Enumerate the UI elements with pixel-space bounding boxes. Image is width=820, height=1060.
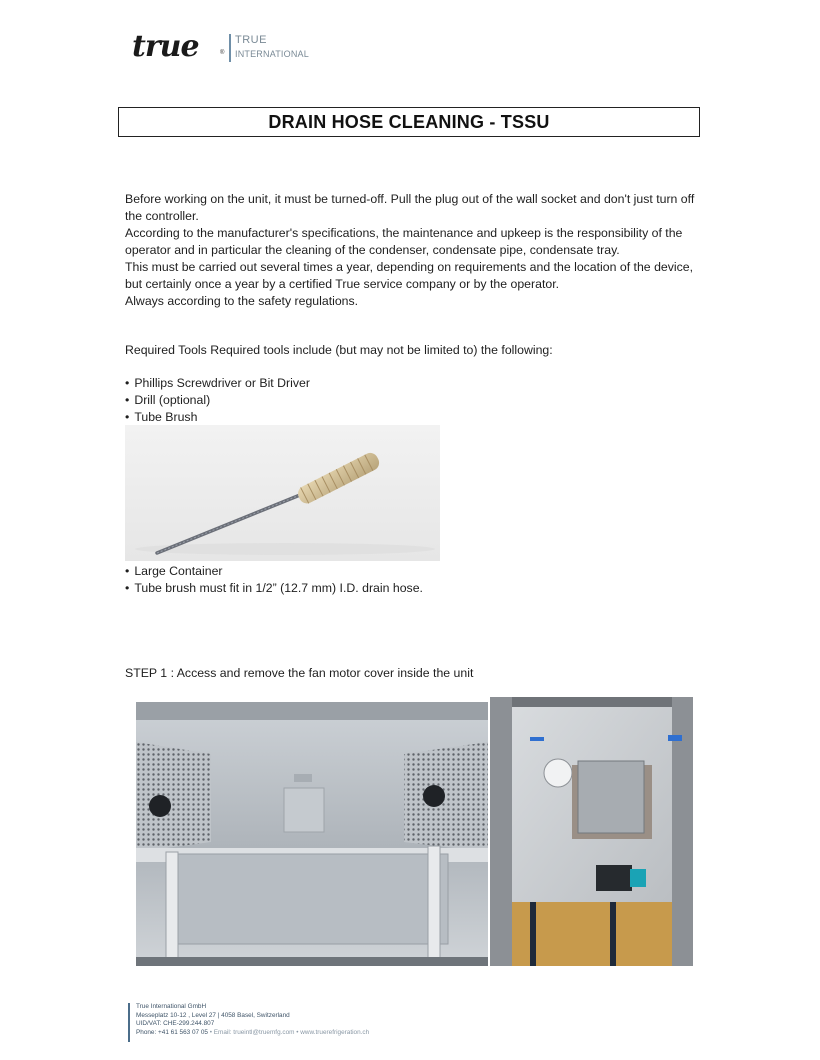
step-1-heading: STEP 1 : Access and remove the fan motor cover inside the unit xyxy=(125,666,474,680)
footer-contact xyxy=(136,1029,369,1038)
logo-registered-mark: ® xyxy=(220,50,225,56)
tools-list xyxy=(125,375,705,426)
intro-paragraph xyxy=(125,191,705,310)
footer-address xyxy=(128,1003,428,1043)
intro-line: According to the manufacturer's specifications, the maintenance and upkeep is the responsibility of the operator and in particular the cleaning of the condenser, condensate pipe, condensate tray. xyxy=(125,226,683,257)
footer-address-line: Messeplatz 10-12 , Level 27 | 4058 Basel, Switzerland xyxy=(136,1011,290,1019)
tool-item: • Drill (optional) xyxy=(125,392,705,409)
tool-item: • Phillips Screwdriver or Bit Driver xyxy=(125,375,705,392)
intro-line: This must be carried out several times a year, depending on requirements and the location of the device, but certainly once a year by a certified True service company or by the operator. xyxy=(125,260,694,291)
logo-divider xyxy=(229,34,231,62)
logo-brand: TRUE xyxy=(235,34,267,46)
footer-company: True International GmbH xyxy=(136,1003,207,1010)
unit-interior-photo xyxy=(490,697,693,966)
tube-brush-photo xyxy=(125,425,440,561)
intro-line: Before working on the unit, it must be turned-off. Pull the plug out of the wall socket and don't just turn off the controller. xyxy=(125,192,695,223)
page-title: DRAIN HOSE CLEANING - TSSU xyxy=(268,111,550,132)
footer-divider xyxy=(128,1003,130,1042)
logo-wordmark: true xyxy=(132,29,199,64)
true-international-logo xyxy=(132,29,312,64)
footer-phone: Phone: +41 61 563 07 05 xyxy=(136,1028,208,1036)
intro-line: Always according to the safety regulations. xyxy=(125,294,359,308)
cabinet-fan-cover-photo xyxy=(136,702,488,966)
footer-uid: UID/VAT: CHE-299.244.807 xyxy=(136,1020,215,1028)
tools-list-continued xyxy=(125,563,705,597)
tools-heading: Required Tools Required tools include (but may not be limited to) the following: xyxy=(125,343,553,357)
tool-item: • Tube Brush xyxy=(125,409,705,426)
tool-item: • Large Container xyxy=(125,563,705,580)
logo-subbrand: INTERNATIONAL xyxy=(235,49,309,59)
tool-item: • Tube brush must fit in 1/2” (12.7 mm) I.D. drain hose. xyxy=(125,580,705,597)
title-box xyxy=(118,107,700,137)
footer-web: • Email: trueintl@truemfg.com • www.truerefrigeration.ch xyxy=(207,1028,370,1036)
